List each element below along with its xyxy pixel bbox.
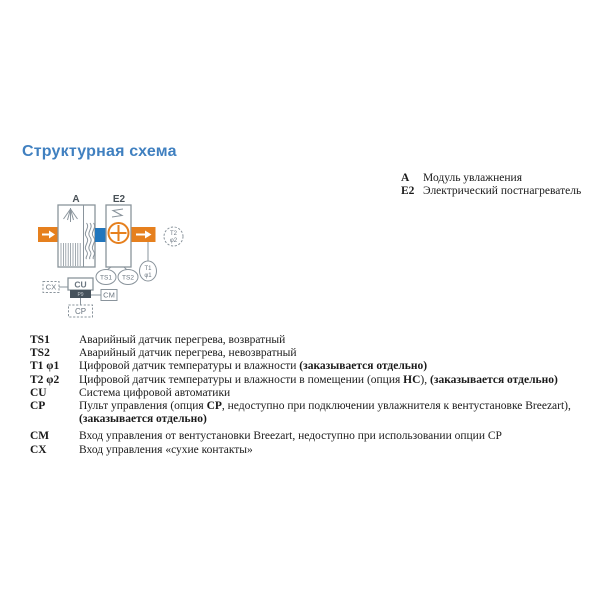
fan-plus-icon	[109, 223, 129, 243]
definition-term: T2 φ2	[30, 373, 60, 386]
definition-desc: Цифровой датчик температуры и влажности (заказывается отдельно)	[79, 360, 428, 373]
legend-term: A	[401, 172, 410, 184]
definition-desc: Пульт управления (опция СР, недоступно при подключении увлажнителя к вентустановке Breezart), (заказывается отдельно)	[79, 400, 571, 426]
svg-text:TS1: TS1	[100, 274, 112, 282]
airflow-in-arrow	[38, 227, 58, 242]
airflow-out-arrow	[132, 227, 156, 242]
heater-unit-box	[106, 205, 131, 267]
definition-term: TS1	[30, 334, 50, 346]
svg-text:P9: P9	[77, 292, 84, 298]
definition-desc: Цифровой датчик температуры и влажности в помещении (опция НС), (заказывается отдельно)	[79, 373, 558, 386]
duct-connector	[95, 228, 106, 242]
svg-text:T1: T1	[144, 266, 152, 272]
definition-desc: Вход управления от вентустановки Breezart, недоступно при использовании опции СР	[79, 430, 502, 443]
definition-row	[30, 360, 575, 373]
svg-text:φ1: φ1	[144, 273, 152, 279]
sensor-t1	[140, 261, 157, 281]
definition-term: T1 φ1	[30, 360, 60, 373]
definition-term: CP	[30, 400, 46, 413]
definition-desc: Вход управления «сухие контакты»	[79, 443, 253, 456]
definition-term: TS2	[30, 347, 50, 360]
svg-text:CM: CM	[103, 290, 115, 300]
legend-desc: Электрический постнагреватель	[423, 185, 582, 197]
sensor-t2	[164, 227, 183, 246]
control-panel-cp	[69, 305, 93, 317]
legend-term: E2	[401, 185, 415, 197]
legend	[401, 172, 581, 198]
svg-text:TS2: TS2	[122, 274, 134, 282]
legend-row	[401, 172, 581, 185]
definition-desc: Аварийный датчик перегрева, возвратный	[79, 334, 286, 346]
definition-row	[30, 444, 575, 457]
svg-text:CU: CU	[74, 279, 87, 290]
definition-desc: Аварийный датчик перегрева, невозвратный	[79, 347, 297, 360]
structural-diagram	[35, 193, 187, 327]
unit-e2-label: E2	[112, 194, 126, 205]
definition-term: CU	[30, 386, 47, 399]
input-cx	[43, 282, 59, 293]
svg-text:CX: CX	[45, 282, 57, 292]
page-title: Структурная схема	[22, 143, 177, 160]
definition-term: CX	[30, 443, 47, 456]
definition-row	[30, 374, 575, 387]
definition-row	[30, 430, 575, 443]
definition-term: CM	[30, 430, 50, 443]
humidifier-unit-box	[58, 205, 95, 267]
definition-row	[30, 334, 575, 347]
unit-a-label: A	[72, 194, 80, 205]
definition-desc: Система цифровой автоматики	[79, 386, 231, 399]
control-unit-cu	[68, 278, 93, 298]
svg-text:CP: CP	[74, 307, 87, 316]
definition-row	[30, 400, 575, 426]
svg-text:φ2: φ2	[169, 238, 178, 244]
definitions-list	[30, 334, 575, 457]
svg-text:T2: T2	[169, 231, 178, 237]
input-cm	[101, 290, 117, 301]
legend-desc: Модуль увлажнения	[423, 172, 522, 184]
legend-row	[401, 185, 581, 198]
definition-row	[30, 347, 575, 360]
sensor-ts2	[118, 270, 138, 285]
sensor-ts1	[96, 270, 116, 285]
definition-row	[30, 387, 575, 400]
